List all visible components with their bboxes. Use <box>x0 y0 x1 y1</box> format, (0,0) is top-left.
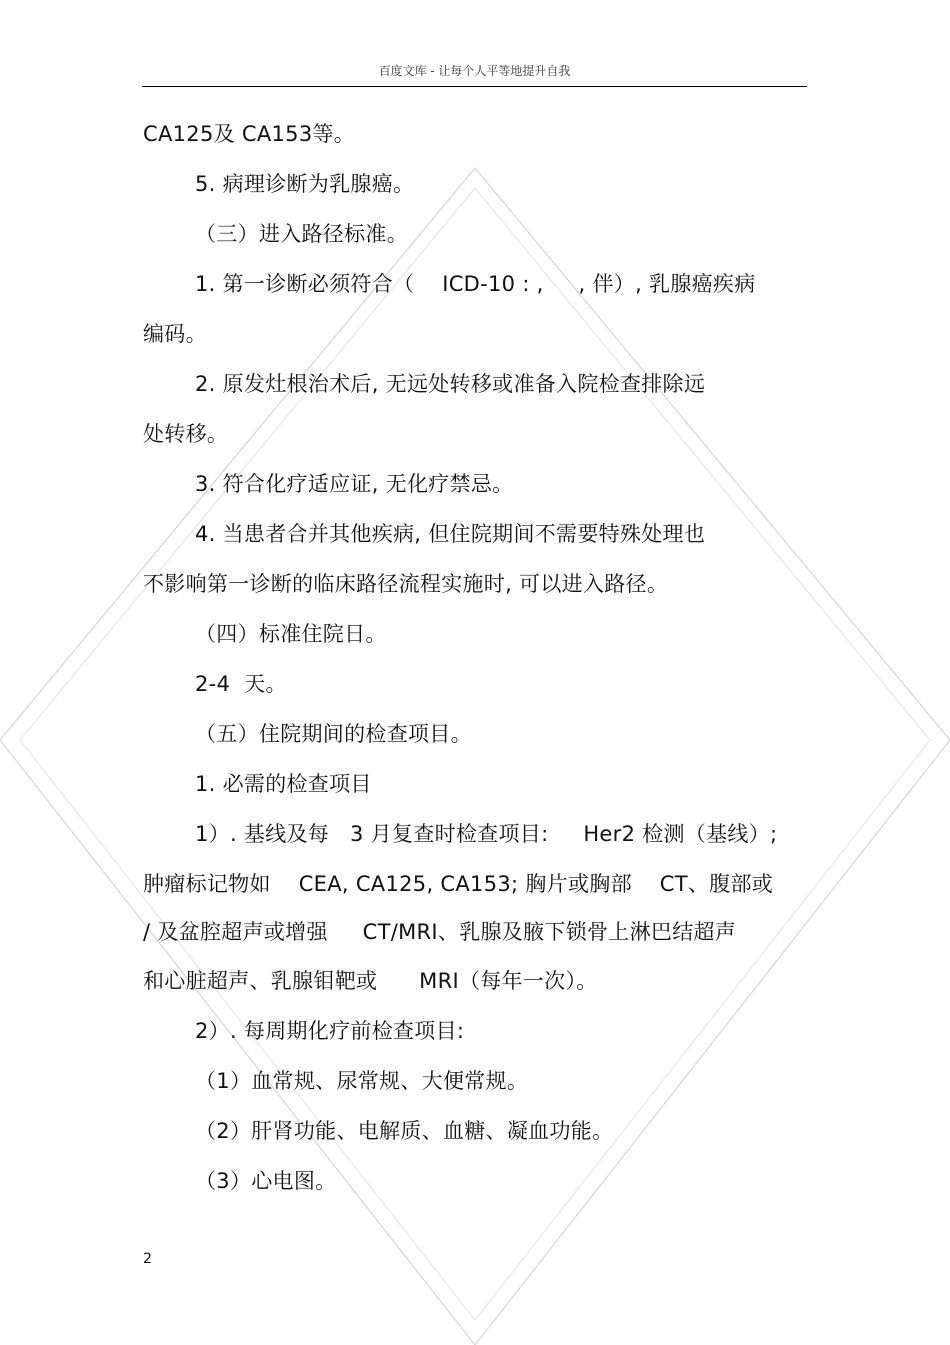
text-line: （五）住院期间的检查项目。 <box>195 722 472 746</box>
text-line: 5. 病理诊断为乳腺癌。 <box>195 172 415 196</box>
text-line: 1）. 基线及每 3 月复查时检查项目: Her2 检测（基线）; <box>195 822 778 846</box>
text-line: 1. 第一诊断必须符合（ ICD-10 : , , 伴）, 乳腺癌疾病 <box>195 272 756 296</box>
text-line: 1. 必需的检查项目 <box>195 772 372 796</box>
text-line: 2）. 每周期化疗前检查项目: <box>195 1019 465 1043</box>
text-line: / 及盆腔超声或增强 CT/MRI、乳腺及腋下锁骨上淋巴结超声 <box>143 920 737 944</box>
text-line: （1）血常规、尿常规、大便常规。 <box>195 1069 529 1093</box>
text-line: （3）心电图。 <box>195 1169 337 1193</box>
text-line: 处转移。 <box>143 422 229 446</box>
text-line: 肿瘤标记物如 CEA, CA125, CA153; 胸片或胸部 CT、腹部或 <box>143 872 774 896</box>
text-line: 编码。 <box>143 322 207 346</box>
text-line: （四）标准住院日。 <box>195 622 387 646</box>
text-line: （2）肝肾功能、电解质、血糖、凝血功能。 <box>195 1119 614 1143</box>
page-number: 2 <box>143 1251 152 1267</box>
header-divider <box>142 86 807 87</box>
text-line: 4. 当患者合并其他疾病, 但住院期间不需要特殊处理也 <box>195 522 706 546</box>
text-line: （三）进入路径标准。 <box>195 222 408 246</box>
text-line: 3. 符合化疗适应证, 无化疗禁忌。 <box>195 472 514 496</box>
page-header: 百度文库 - 让每个人平等地提升自我 <box>378 64 571 78</box>
text-line: 2. 原发灶根治术后, 无远处转移或准备入院检查排除远 <box>195 372 706 396</box>
text-line: 不影响第一诊断的临床路径流程实施时, 可以进入路径。 <box>143 572 669 596</box>
text-line: 2-4 天。 <box>195 672 287 696</box>
text-line: CA125及 CA153等。 <box>143 122 356 146</box>
text-line: 和心脏超声、乳腺钼靶或 MRI（每年一次）。 <box>143 969 598 993</box>
